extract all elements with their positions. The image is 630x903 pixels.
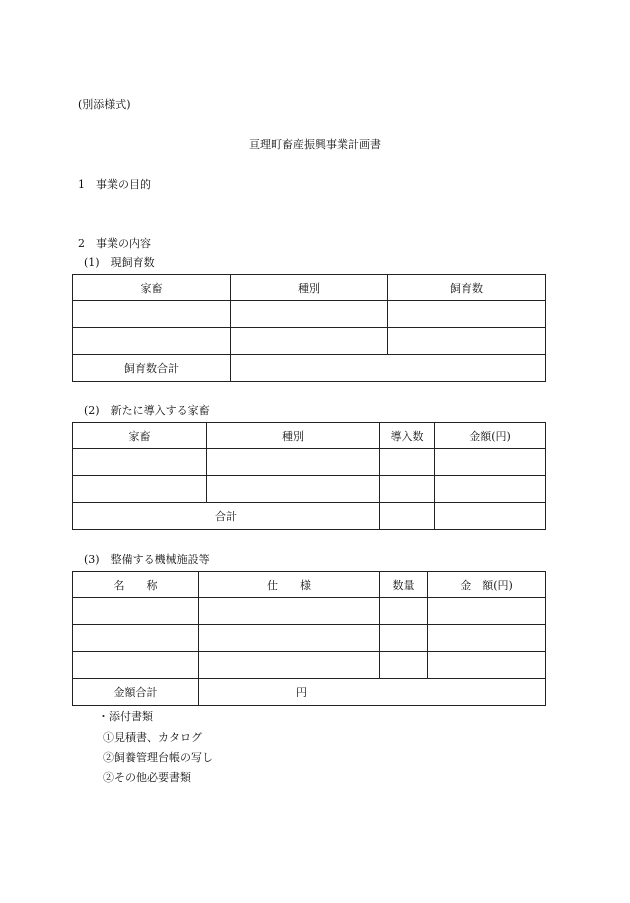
cell-quantity[interactable] <box>380 598 428 625</box>
cell-amount[interactable] <box>435 449 546 476</box>
current-livestock-table <box>72 274 546 382</box>
cell-name[interactable] <box>73 652 199 679</box>
current-livestock-heading: (1) 現飼育数 <box>84 256 155 269</box>
cell-type[interactable] <box>207 476 380 503</box>
cell-count[interactable] <box>388 301 546 328</box>
total-label: 飼育数合計 <box>73 355 231 382</box>
cell-name[interactable] <box>73 625 199 652</box>
total-row <box>73 355 546 382</box>
table-row <box>73 598 546 625</box>
cell-count[interactable] <box>388 328 546 355</box>
cell-spec[interactable] <box>199 652 380 679</box>
table-header-row <box>73 423 546 449</box>
cell-amount[interactable] <box>428 652 546 679</box>
attachment-item: ②飼養管理台帳の写し <box>103 751 213 764</box>
attachment-item: ②その他必要書類 <box>103 771 191 784</box>
cell-livestock[interactable] <box>73 301 231 328</box>
header-quantity: 数量 <box>380 572 428 598</box>
cell-name[interactable] <box>73 598 199 625</box>
header-spec: 仕 様 <box>199 572 380 598</box>
form-number-note: (別添様式) <box>78 98 131 111</box>
yen-unit: 円 <box>296 686 307 699</box>
attachments-heading: ・添付書類 <box>98 710 153 723</box>
attachment-item: ①見積書、カタログ <box>103 731 202 744</box>
total-amount[interactable] <box>435 503 546 530</box>
cell-type[interactable] <box>231 301 388 328</box>
cell-spec[interactable] <box>199 598 380 625</box>
cell-type[interactable] <box>207 449 380 476</box>
total-label: 金額合計 <box>73 679 199 706</box>
total-row <box>73 503 546 530</box>
total-row <box>73 679 546 706</box>
new-livestock-table <box>72 422 546 530</box>
cell-amount[interactable] <box>428 625 546 652</box>
table-row <box>73 476 546 503</box>
total-label: 合計 <box>73 503 380 530</box>
table-header-row <box>73 572 546 598</box>
header-type: 種別 <box>231 275 388 301</box>
cell-type[interactable] <box>231 328 388 355</box>
header-count: 飼育数 <box>388 275 546 301</box>
cell-spec[interactable] <box>199 625 380 652</box>
table-row <box>73 625 546 652</box>
table-header-row <box>73 275 546 301</box>
header-name: 名 称 <box>73 572 199 598</box>
equipment-table <box>72 571 546 706</box>
cell-amount[interactable] <box>435 476 546 503</box>
cell-livestock[interactable] <box>73 449 207 476</box>
header-amount: 金 額(円) <box>428 572 546 598</box>
table-row <box>73 301 546 328</box>
cell-livestock[interactable] <box>73 328 231 355</box>
equipment-heading: (3) 整備する機械施設等 <box>84 553 210 566</box>
new-livestock-heading: (2) 新たに導入する家畜 <box>84 404 210 417</box>
total-quantity[interactable] <box>380 503 435 530</box>
page-title: 亘理町畜産振興事業計画書 <box>249 138 381 151</box>
section-purpose-heading: 1 事業の目的 <box>78 178 151 191</box>
cell-amount[interactable] <box>428 598 546 625</box>
cell-quantity[interactable] <box>380 449 435 476</box>
header-amount: 金額(円) <box>435 423 546 449</box>
table-row <box>73 652 546 679</box>
cell-quantity[interactable] <box>380 476 435 503</box>
total-amount-field[interactable] <box>199 679 546 706</box>
total-value[interactable] <box>231 355 546 382</box>
table-row <box>73 449 546 476</box>
header-quantity: 導入数 <box>380 423 435 449</box>
cell-quantity[interactable] <box>380 625 428 652</box>
table-row <box>73 328 546 355</box>
cell-livestock[interactable] <box>73 476 207 503</box>
header-livestock: 家畜 <box>73 275 231 301</box>
section-content-heading: 2 事業の内容 <box>78 237 151 250</box>
header-livestock: 家畜 <box>73 423 207 449</box>
cell-quantity[interactable] <box>380 652 428 679</box>
header-type: 種別 <box>207 423 380 449</box>
